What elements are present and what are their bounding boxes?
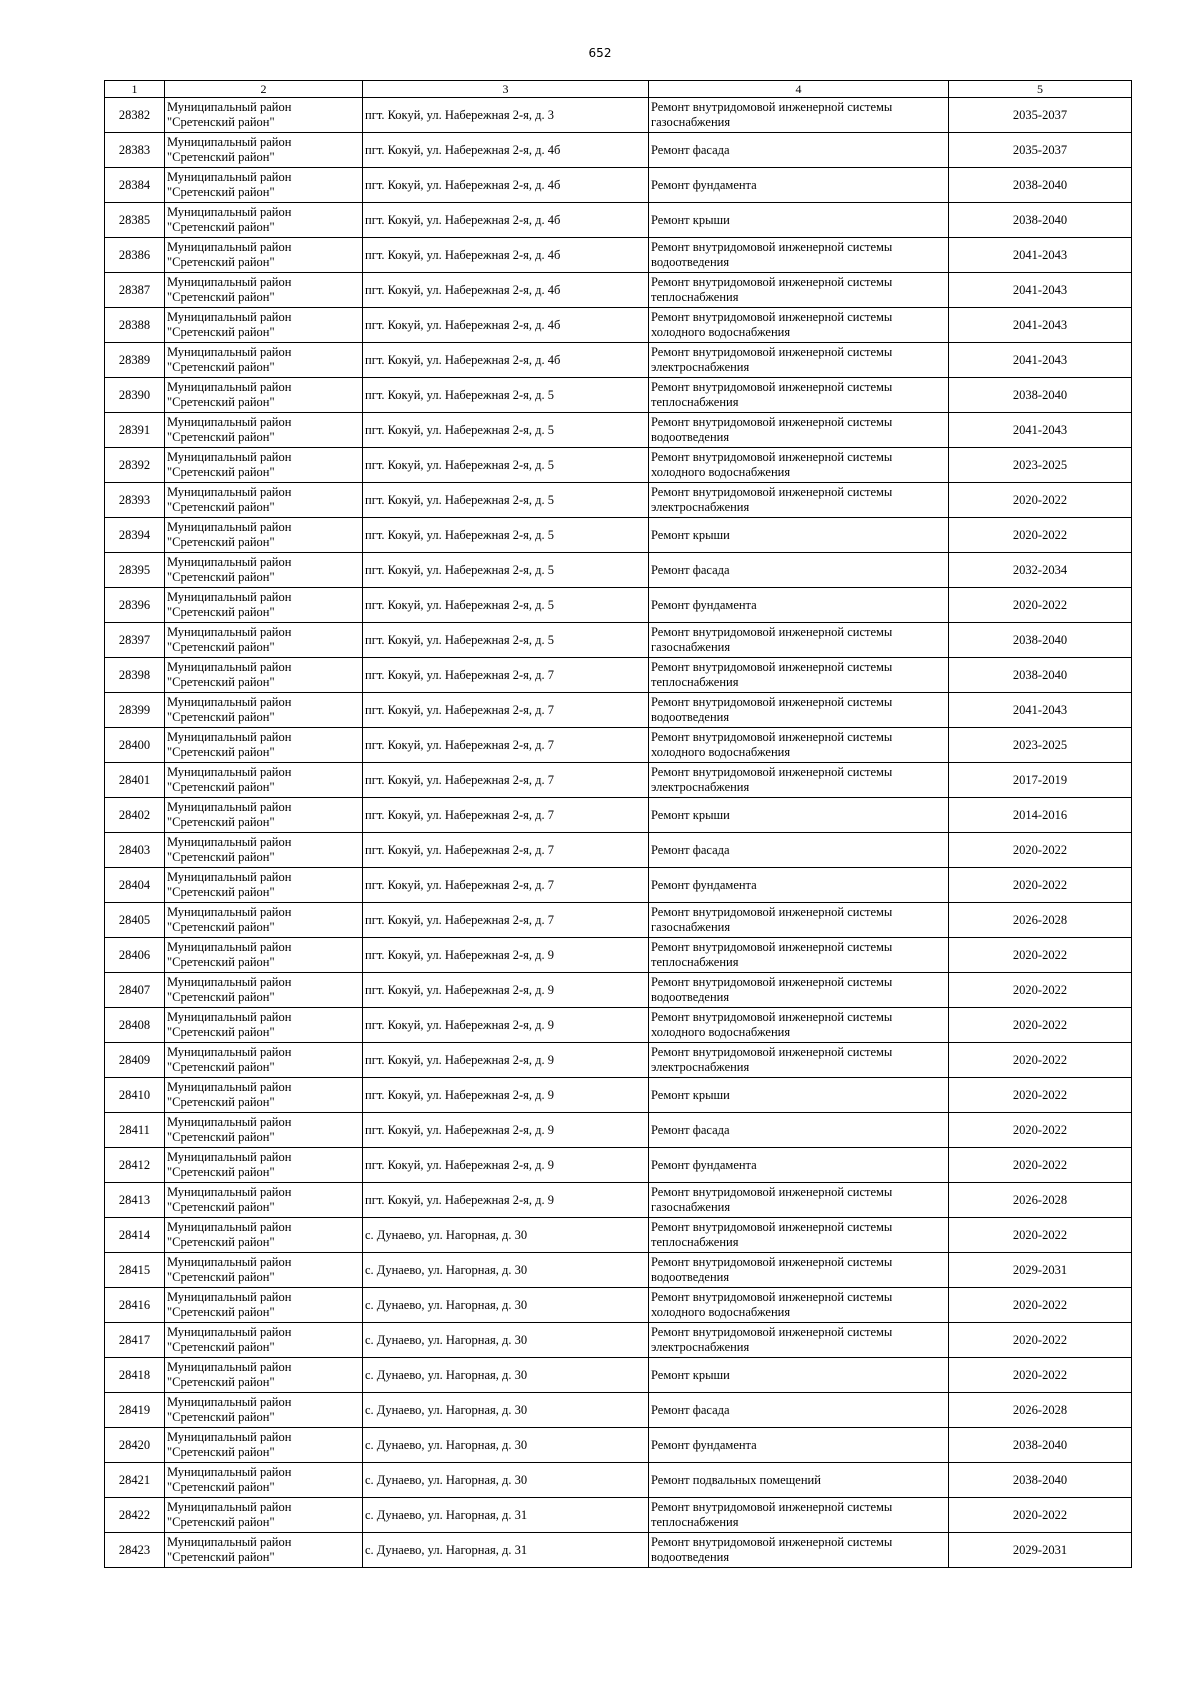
row-number: 28413 [105,1183,165,1218]
table-row [105,98,1132,133]
row-number: 28410 [105,1078,165,1113]
period-cell: 2029-2031 [949,1533,1132,1568]
period-cell: 2020-2022 [949,588,1132,623]
municipality-cell: Муниципальный район "Сретенский район" [165,98,363,133]
address-cell: пгт. Кокуй, ул. Набережная 2-я, д. 7 [363,833,649,868]
table-row [105,1323,1132,1358]
work-type-cell: Ремонт внутридомовой инженерной системы электроснабжения [649,763,949,798]
work-type-cell: Ремонт крыши [649,798,949,833]
address-cell: пгт. Кокуй, ул. Набережная 2-я, д. 4б [363,203,649,238]
row-number: 28422 [105,1498,165,1533]
row-number: 28391 [105,413,165,448]
work-type-cell: Ремонт крыши [649,203,949,238]
row-number: 28384 [105,168,165,203]
municipality-cell: Муниципальный район "Сретенский район" [165,308,363,343]
address-cell: пгт. Кокуй, ул. Набережная 2-я, д. 5 [363,588,649,623]
row-number: 28393 [105,483,165,518]
table-row [105,1428,1132,1463]
row-number: 28398 [105,658,165,693]
period-cell: 2041-2043 [949,693,1132,728]
period-cell: 2041-2043 [949,238,1132,273]
municipality-cell: Муниципальный район "Сретенский район" [165,238,363,273]
table-row [105,903,1132,938]
column-header-2: 2 [165,81,363,98]
table-row [105,763,1132,798]
table-row [105,868,1132,903]
work-type-cell: Ремонт подвальных помещений [649,1463,949,1498]
work-type-cell: Ремонт крыши [649,518,949,553]
address-cell: пгт. Кокуй, ул. Набережная 2-я, д. 9 [363,1113,649,1148]
address-cell: пгт. Кокуй, ул. Набережная 2-я, д. 5 [363,623,649,658]
period-cell: 2032-2034 [949,553,1132,588]
period-cell: 2035-2037 [949,133,1132,168]
table-row [105,658,1132,693]
address-cell: пгт. Кокуй, ул. Набережная 2-я, д. 7 [363,763,649,798]
address-cell: пгт. Кокуй, ул. Набережная 2-я, д. 4б [363,238,649,273]
municipality-cell: Муниципальный район "Сретенский район" [165,728,363,763]
period-cell: 2017-2019 [949,763,1132,798]
address-cell: пгт. Кокуй, ул. Набережная 2-я, д. 5 [363,448,649,483]
work-type-cell: Ремонт внутридомовой инженерной системы теплоснабжения [649,378,949,413]
address-cell: с. Дунаево, ул. Нагорная, д. 30 [363,1428,649,1463]
table-header [105,81,1132,98]
municipality-cell: Муниципальный район "Сретенский район" [165,168,363,203]
address-cell: с. Дунаево, ул. Нагорная, д. 30 [363,1253,649,1288]
table-row [105,1288,1132,1323]
work-type-cell: Ремонт внутридомовой инженерной системы газоснабжения [649,1183,949,1218]
column-header-4: 4 [649,81,949,98]
table-row [105,1008,1132,1043]
table-row [105,1498,1132,1533]
row-number: 28419 [105,1393,165,1428]
address-cell: пгт. Кокуй, ул. Набережная 2-я, д. 5 [363,413,649,448]
row-number: 28395 [105,553,165,588]
period-cell: 2026-2028 [949,903,1132,938]
period-cell: 2020-2022 [949,1288,1132,1323]
period-cell: 2041-2043 [949,413,1132,448]
municipality-cell: Муниципальный район "Сретенский район" [165,798,363,833]
table-row [105,518,1132,553]
address-cell: пгт. Кокуй, ул. Набережная 2-я, д. 5 [363,483,649,518]
period-cell: 2020-2022 [949,518,1132,553]
row-number: 28390 [105,378,165,413]
repair-schedule-table [104,80,1132,1568]
row-number: 28405 [105,903,165,938]
municipality-cell: Муниципальный район "Сретенский район" [165,1393,363,1428]
work-type-cell: Ремонт внутридомовой инженерной системы холодного водоснабжения [649,728,949,763]
period-cell: 2038-2040 [949,203,1132,238]
row-number: 28401 [105,763,165,798]
municipality-cell: Муниципальный район "Сретенский район" [165,1428,363,1463]
address-cell: пгт. Кокуй, ул. Набережная 2-я, д. 5 [363,518,649,553]
municipality-cell: Муниципальный район "Сретенский район" [165,658,363,693]
row-number: 28396 [105,588,165,623]
address-cell: пгт. Кокуй, ул. Набережная 2-я, д. 4б [363,308,649,343]
row-number: 28407 [105,973,165,1008]
address-cell: пгт. Кокуй, ул. Набережная 2-я, д. 9 [363,973,649,1008]
work-type-cell: Ремонт внутридомовой инженерной системы электроснабжения [649,1043,949,1078]
municipality-cell: Муниципальный район "Сретенский район" [165,203,363,238]
row-number: 28388 [105,308,165,343]
work-type-cell: Ремонт внутридомовой инженерной системы водоотведения [649,1533,949,1568]
period-cell: 2020-2022 [949,938,1132,973]
row-number: 28392 [105,448,165,483]
municipality-cell: Муниципальный район "Сретенский район" [165,938,363,973]
work-type-cell: Ремонт внутридомовой инженерной системы газоснабжения [649,98,949,133]
row-number: 28399 [105,693,165,728]
municipality-cell: Муниципальный район "Сретенский район" [165,1113,363,1148]
period-cell: 2038-2040 [949,168,1132,203]
row-number: 28420 [105,1428,165,1463]
row-number: 28411 [105,1113,165,1148]
address-cell: с. Дунаево, ул. Нагорная, д. 30 [363,1393,649,1428]
table-row [105,1393,1132,1428]
table-row [105,833,1132,868]
work-type-cell: Ремонт фасада [649,133,949,168]
table-row [105,133,1132,168]
municipality-cell: Муниципальный район "Сретенский район" [165,483,363,518]
municipality-cell: Муниципальный район "Сретенский район" [165,1533,363,1568]
municipality-cell: Муниципальный район "Сретенский район" [165,413,363,448]
work-type-cell: Ремонт крыши [649,1078,949,1113]
work-type-cell: Ремонт внутридомовой инженерной системы газоснабжения [649,903,949,938]
municipality-cell: Муниципальный район "Сретенский район" [165,693,363,728]
table-row [105,203,1132,238]
table-row [105,273,1132,308]
municipality-cell: Муниципальный район "Сретенский район" [165,343,363,378]
period-cell: 2026-2028 [949,1183,1132,1218]
row-number: 28387 [105,273,165,308]
address-cell: пгт. Кокуй, ул. Набережная 2-я, д. 9 [363,1183,649,1218]
row-number: 28385 [105,203,165,238]
period-cell: 2020-2022 [949,1078,1132,1113]
municipality-cell: Муниципальный район "Сретенский район" [165,1008,363,1043]
address-cell: с. Дунаево, ул. Нагорная, д. 30 [363,1288,649,1323]
period-cell: 2023-2025 [949,728,1132,763]
table-row [105,308,1132,343]
work-type-cell: Ремонт внутридомовой инженерной системы холодного водоснабжения [649,448,949,483]
period-cell: 2038-2040 [949,658,1132,693]
address-cell: пгт. Кокуй, ул. Набережная 2-я, д. 4б [363,133,649,168]
table-row [105,1113,1132,1148]
period-cell: 2038-2040 [949,378,1132,413]
period-cell: 2020-2022 [949,1113,1132,1148]
address-cell: пгт. Кокуй, ул. Набережная 2-я, д. 7 [363,903,649,938]
table-row [105,728,1132,763]
address-cell: пгт. Кокуй, ул. Набережная 2-я, д. 4б [363,343,649,378]
address-cell: с. Дунаево, ул. Нагорная, д. 30 [363,1323,649,1358]
work-type-cell: Ремонт внутридомовой инженерной системы холодного водоснабжения [649,1008,949,1043]
row-number: 28389 [105,343,165,378]
row-number: 28403 [105,833,165,868]
table-row [105,1533,1132,1568]
work-type-cell: Ремонт внутридомовой инженерной системы теплоснабжения [649,658,949,693]
period-cell: 2020-2022 [949,483,1132,518]
municipality-cell: Муниципальный район "Сретенский район" [165,448,363,483]
work-type-cell: Ремонт внутридомовой инженерной системы холодного водоснабжения [649,1288,949,1323]
table-row [105,378,1132,413]
work-type-cell: Ремонт фасада [649,833,949,868]
period-cell: 2026-2028 [949,1393,1132,1428]
municipality-cell: Муниципальный район "Сретенский район" [165,903,363,938]
work-type-cell: Ремонт внутридомовой инженерной системы электроснабжения [649,1323,949,1358]
work-type-cell: Ремонт внутридомовой инженерной системы холодного водоснабжения [649,308,949,343]
municipality-cell: Муниципальный район "Сретенский район" [165,623,363,658]
row-number: 28423 [105,1533,165,1568]
row-number: 28414 [105,1218,165,1253]
address-cell: пгт. Кокуй, ул. Набережная 2-я, д. 3 [363,98,649,133]
address-cell: пгт. Кокуй, ул. Набережная 2-я, д. 9 [363,938,649,973]
table-row [105,1148,1132,1183]
table-row [105,168,1132,203]
work-type-cell: Ремонт фасада [649,553,949,588]
address-cell: с. Дунаево, ул. Нагорная, д. 30 [363,1218,649,1253]
table-row [105,1463,1132,1498]
period-cell: 2020-2022 [949,1008,1132,1043]
table-row [105,1218,1132,1253]
address-cell: пгт. Кокуй, ул. Набережная 2-я, д. 4б [363,273,649,308]
row-number: 28383 [105,133,165,168]
row-number: 28397 [105,623,165,658]
table-row [105,693,1132,728]
table-row [105,1183,1132,1218]
row-number: 28386 [105,238,165,273]
work-type-cell: Ремонт фундамента [649,588,949,623]
work-type-cell: Ремонт внутридомовой инженерной системы теплоснабжения [649,1498,949,1533]
page-number: 652 [588,46,612,60]
address-cell: с. Дунаево, ул. Нагорная, д. 31 [363,1498,649,1533]
municipality-cell: Муниципальный район "Сретенский район" [165,1253,363,1288]
municipality-cell: Муниципальный район "Сретенский район" [165,553,363,588]
row-number: 28421 [105,1463,165,1498]
table-row [105,1253,1132,1288]
row-number: 28418 [105,1358,165,1393]
table-row [105,553,1132,588]
row-number: 28409 [105,1043,165,1078]
municipality-cell: Муниципальный район "Сретенский район" [165,273,363,308]
municipality-cell: Муниципальный район "Сретенский район" [165,133,363,168]
address-cell: пгт. Кокуй, ул. Набережная 2-я, д. 9 [363,1078,649,1113]
work-type-cell: Ремонт внутридомовой инженерной системы водоотведения [649,413,949,448]
period-cell: 2041-2043 [949,343,1132,378]
table-body [105,98,1132,1568]
municipality-cell: Муниципальный район "Сретенский район" [165,1218,363,1253]
period-cell: 2041-2043 [949,308,1132,343]
work-type-cell: Ремонт внутридомовой инженерной системы водоотведения [649,238,949,273]
work-type-cell: Ремонт внутридомовой инженерной системы теплоснабжения [649,938,949,973]
table-row [105,798,1132,833]
column-header-5: 5 [949,81,1132,98]
municipality-cell: Муниципальный район "Сретенский район" [165,868,363,903]
period-cell: 2020-2022 [949,1148,1132,1183]
table-row [105,623,1132,658]
column-header-1: 1 [105,81,165,98]
address-cell: пгт. Кокуй, ул. Набережная 2-я, д. 7 [363,693,649,728]
address-cell: пгт. Кокуй, ул. Набережная 2-я, д. 7 [363,798,649,833]
row-number: 28394 [105,518,165,553]
municipality-cell: Муниципальный район "Сретенский район" [165,1323,363,1358]
table-row [105,483,1132,518]
period-cell: 2020-2022 [949,833,1132,868]
row-number: 28416 [105,1288,165,1323]
row-number: 28406 [105,938,165,973]
period-cell: 2038-2040 [949,1463,1132,1498]
period-cell: 2038-2040 [949,623,1132,658]
row-number: 28417 [105,1323,165,1358]
table-row [105,1358,1132,1393]
work-type-cell: Ремонт внутридомовой инженерной системы водоотведения [649,973,949,1008]
municipality-cell: Муниципальный район "Сретенский район" [165,588,363,623]
address-cell: пгт. Кокуй, ул. Набережная 2-я, д. 9 [363,1008,649,1043]
municipality-cell: Муниципальный район "Сретенский район" [165,1463,363,1498]
row-number: 28408 [105,1008,165,1043]
work-type-cell: Ремонт внутридомовой инженерной системы теплоснабжения [649,1218,949,1253]
address-cell: пгт. Кокуй, ул. Набережная 2-я, д. 5 [363,378,649,413]
row-number: 28412 [105,1148,165,1183]
period-cell: 2020-2022 [949,1498,1132,1533]
table-row [105,343,1132,378]
municipality-cell: Муниципальный район "Сретенский район" [165,1498,363,1533]
table-row [105,973,1132,1008]
work-type-cell: Ремонт внутридомовой инженерной системы водоотведения [649,1253,949,1288]
work-type-cell: Ремонт фундамента [649,1428,949,1463]
period-cell: 2020-2022 [949,868,1132,903]
table-row [105,413,1132,448]
period-cell: 2029-2031 [949,1253,1132,1288]
table-row [105,448,1132,483]
work-type-cell: Ремонт фундамента [649,1148,949,1183]
row-number: 28404 [105,868,165,903]
period-cell: 2020-2022 [949,1358,1132,1393]
municipality-cell: Муниципальный район "Сретенский район" [165,1358,363,1393]
work-type-cell: Ремонт внутридомовой инженерной системы теплоснабжения [649,273,949,308]
work-type-cell: Ремонт внутридомовой инженерной системы газоснабжения [649,623,949,658]
row-number: 28415 [105,1253,165,1288]
municipality-cell: Муниципальный район "Сретенский район" [165,1043,363,1078]
address-cell: пгт. Кокуй, ул. Набережная 2-я, д. 7 [363,658,649,693]
municipality-cell: Муниципальный район "Сретенский район" [165,1183,363,1218]
address-cell: пгт. Кокуй, ул. Набережная 2-я, д. 7 [363,868,649,903]
table-row [105,938,1132,973]
address-cell: пгт. Кокуй, ул. Набережная 2-я, д. 4б [363,168,649,203]
municipality-cell: Муниципальный район "Сретенский район" [165,1148,363,1183]
period-cell: 2020-2022 [949,1218,1132,1253]
address-cell: с. Дунаево, ул. Нагорная, д. 30 [363,1463,649,1498]
address-cell: пгт. Кокуй, ул. Набережная 2-я, д. 9 [363,1043,649,1078]
period-cell: 2041-2043 [949,273,1132,308]
work-type-cell: Ремонт фундамента [649,868,949,903]
address-cell: пгт. Кокуй, ул. Набережная 2-я, д. 9 [363,1148,649,1183]
work-type-cell: Ремонт фасада [649,1393,949,1428]
table-row [105,1078,1132,1113]
row-number: 28402 [105,798,165,833]
address-cell: пгт. Кокуй, ул. Набережная 2-я, д. 7 [363,728,649,763]
period-cell: 2014-2016 [949,798,1132,833]
work-type-cell: Ремонт крыши [649,1358,949,1393]
period-cell: 2020-2022 [949,973,1132,1008]
table-row [105,238,1132,273]
row-number: 28382 [105,98,165,133]
municipality-cell: Муниципальный район "Сретенский район" [165,1078,363,1113]
period-cell: 2035-2037 [949,98,1132,133]
municipality-cell: Муниципальный район "Сретенский район" [165,833,363,868]
work-type-cell: Ремонт внутридомовой инженерной системы электроснабжения [649,483,949,518]
period-cell: 2038-2040 [949,1428,1132,1463]
work-type-cell: Ремонт внутридомовой инженерной системы электроснабжения [649,343,949,378]
period-cell: 2020-2022 [949,1323,1132,1358]
address-cell: с. Дунаево, ул. Нагорная, д. 31 [363,1533,649,1568]
work-type-cell: Ремонт фасада [649,1113,949,1148]
address-cell: с. Дунаево, ул. Нагорная, д. 30 [363,1358,649,1393]
municipality-cell: Муниципальный район "Сретенский район" [165,378,363,413]
municipality-cell: Муниципальный район "Сретенский район" [165,518,363,553]
address-cell: пгт. Кокуй, ул. Набережная 2-я, д. 5 [363,553,649,588]
row-number: 28400 [105,728,165,763]
column-header-3: 3 [363,81,649,98]
work-type-cell: Ремонт внутридомовой инженерной системы водоотведения [649,693,949,728]
work-type-cell: Ремонт фундамента [649,168,949,203]
table-row [105,1043,1132,1078]
header-row [105,81,1132,98]
period-cell: 2023-2025 [949,448,1132,483]
municipality-cell: Муниципальный район "Сретенский район" [165,973,363,1008]
table-row [105,588,1132,623]
municipality-cell: Муниципальный район "Сретенский район" [165,1288,363,1323]
period-cell: 2020-2022 [949,1043,1132,1078]
municipality-cell: Муниципальный район "Сретенский район" [165,763,363,798]
